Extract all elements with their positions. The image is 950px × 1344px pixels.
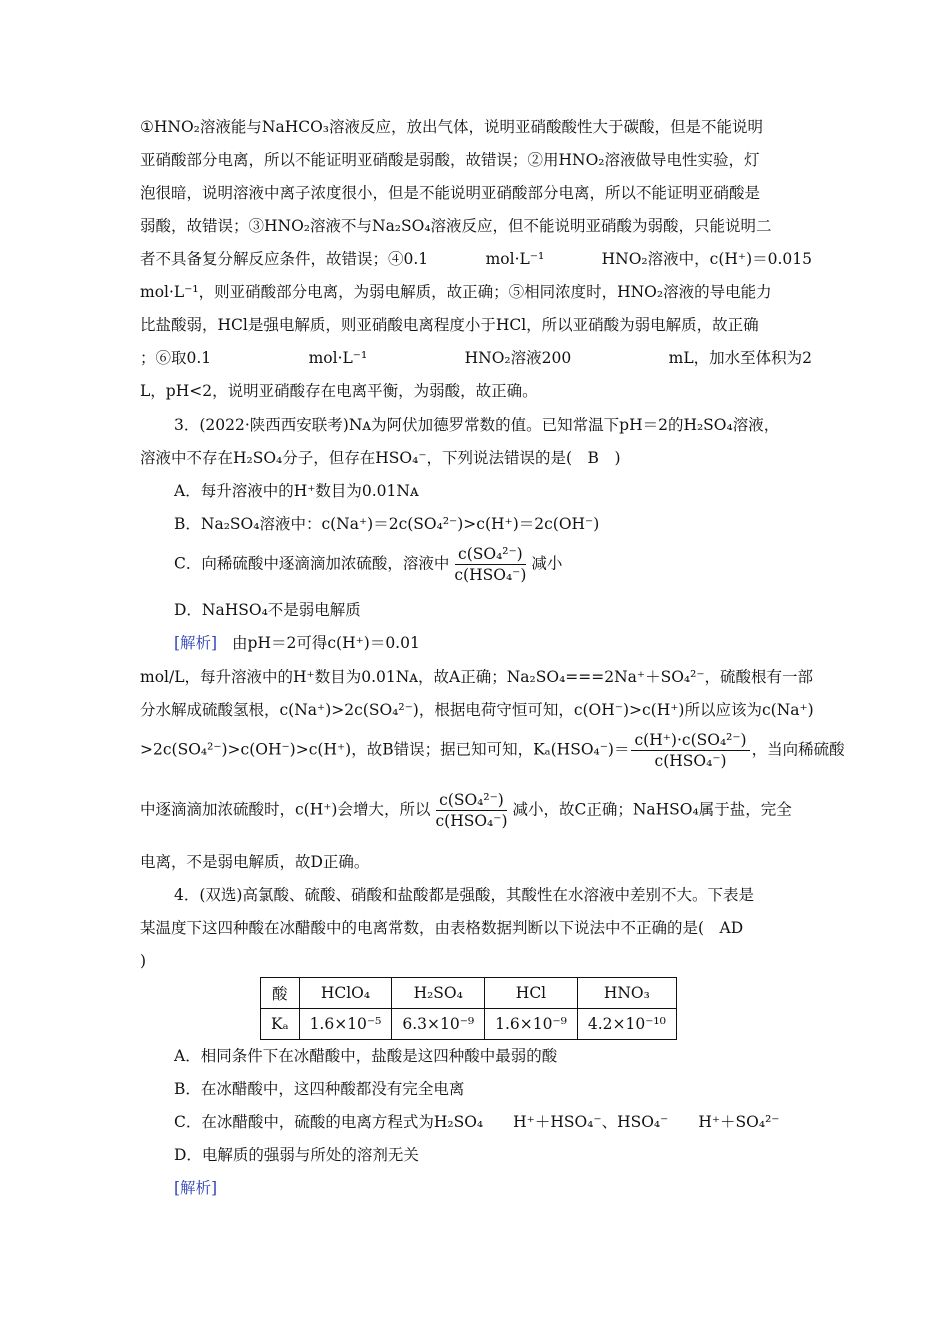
option-c: C．在冰醋酸中，硫酸的电离方程式为H₂SO₄ H⁺＋HSO₄⁻、HSO₄⁻ H⁺＋SO₄²⁻ xyxy=(174,1113,780,1131)
text-line: 泡很暗，说明溶液中离子浓度很小，但是不能说明亚硝酸部分电离，所以不能证明亚硝酸是 xyxy=(140,184,761,202)
table-header-row xyxy=(261,978,677,1009)
fraction: $\frac{\text{c(SO₄²⁻)}}{\text{c(HSO₄⁻)}}$ xyxy=(454,545,527,584)
table-cell: 酸 xyxy=(261,978,300,1009)
option-d: D．NaHSO₄不是弱电解质 xyxy=(174,601,361,619)
text-line: mol/L，每升溶液中的H⁺数目为0.01Nᴀ，故A正确；Na₂SO₄===2Na⁺＋SO₄²⁻，硫酸根有一部 xyxy=(140,668,814,686)
table-cell: 1.6×10⁻⁵ xyxy=(299,1009,392,1040)
option-d: D．电解质的强弱与所处的溶剂无关 xyxy=(174,1146,419,1164)
option-b: B．Na₂SO₄溶液中：c(Na⁺)＝2c(SO₄²⁻)>c(H⁺)＝2c(OH⁻) xyxy=(174,515,600,533)
table-cell: 6.3×10⁻⁹ xyxy=(392,1009,485,1040)
ionization-constant-table xyxy=(260,977,677,1040)
text-line: ①HNO₂溶液能与NaHCO₃溶液反应，放出气体，说明亚硝酸酸性大于碳酸，但是不能说明 xyxy=(140,118,763,136)
text-line: 中逐滴滴加浓硫酸时，c(H⁺)会增大，所以 $\frac{\text{c(SO₄²⁻)}}{\text{c(HSO₄⁻)}}$ 减小，故C正确；NaHSO₄属于盐，完全 xyxy=(140,791,792,830)
text-line: ；⑥取0.1 mol·L⁻¹ HNO₂溶液200 mL，加水至体积为2 xyxy=(140,349,812,367)
option-a: A．相同条件下在冰醋酸中，盐酸是这四种酸中最弱的酸 xyxy=(174,1047,558,1065)
option-b: B．在冰醋酸中，这四种酸都没有完全电离 xyxy=(174,1080,465,1098)
option-c: C．向稀硫酸中逐滴滴加浓硫酸，溶液中 $\frac{\text{c(SO₄²⁻)}}{\text{c(HSO₄⁻)}}$ 减小 xyxy=(174,545,563,584)
text-line: 电离，不是弱电解质，故D正确。 xyxy=(140,853,370,871)
analysis-line: [解析] 由pH＝2可得c(H⁺)＝0.01 xyxy=(174,634,420,652)
text-line: 者不具备复分解反应条件，故错误；④0.1 mol·L⁻¹ HNO₂溶液中，c(H⁺)＝0.015 xyxy=(140,250,812,268)
text-line: 亚硝酸部分电离，所以不能证明亚硝酸是弱酸，故错误；②用HNO₂溶液做导电性实验，灯 xyxy=(140,151,760,169)
question-3-stem: 3．(2022·陕西西安联考)Nᴀ为阿伏加德罗常数的值。已知常温下pH＝2的H₂SO₄溶液， xyxy=(174,416,780,434)
analysis-tag: [解析] xyxy=(174,634,218,652)
text-line: mol·L⁻¹，则亚硝酸部分电离，为弱电解质，故正确；⑤相同浓度时，HNO₂溶液的导电能力 xyxy=(140,283,772,301)
table-cell: 4.2×10⁻¹⁰ xyxy=(577,1009,676,1040)
table-cell: H₂SO₄ xyxy=(392,978,485,1009)
question-4-stem: 某温度下这四种酸在冰醋酸中的电离常数，由表格数据判断以下说法中不正确的是( AD xyxy=(140,919,744,937)
question-4-stem: ) xyxy=(140,952,147,970)
analysis-tag: [解析] xyxy=(174,1179,218,1197)
table-cell: HClO₄ xyxy=(299,978,392,1009)
text-line: >2c(SO₄²⁻)>c(OH⁻)>c(H⁺)，故B错误；据已知可知，Kₐ(HSO₄⁻)＝ $\frac{\text{c(H⁺)·c(SO₄²⁻)}}{\text{c(HSO₄⁻)}}$ ，当向稀硫酸 xyxy=(140,731,845,770)
question-4-stem: 4．(双选)高氯酸、硫酸、硝酸和盐酸都是强酸，其酸性在水溶液中差别不大。下表是 xyxy=(174,886,754,904)
option-a: A．每升溶液中的H⁺数目为0.01Nᴀ xyxy=(174,482,419,500)
table-row xyxy=(261,1009,677,1040)
question-3-stem: 溶液中不存在H₂SO₄分子，但存在HSO₄⁻，下列说法错误的是( B ) xyxy=(140,449,621,467)
text-line: L，pH<2，说明亚硝酸存在电离平衡，为弱酸，故正确。 xyxy=(140,382,538,400)
table-cell: HNO₃ xyxy=(577,978,676,1009)
table-cell: Kₐ xyxy=(261,1009,300,1040)
text-line: 分水解成硫酸氢根，c(Na⁺)>2c(SO₄²⁻)，根据电荷守恒可知，c(OH⁻)>c(H⁺)所以应该为c(Na⁺) xyxy=(140,701,814,719)
text-line: 弱酸，故错误；③HNO₂溶液不与Na₂SO₄溶液反应，但不能说明亚硝酸为弱酸，只能说明二 xyxy=(140,217,772,235)
text-line: 比盐酸弱，HCl是强电解质，则亚硝酸电离程度小于HCl，所以亚硝酸为弱电解质，故正确 xyxy=(140,316,759,334)
table-cell: HCl xyxy=(485,978,578,1009)
table-cell: 1.6×10⁻⁹ xyxy=(485,1009,578,1040)
fraction: $\frac{\text{c(H⁺)·c(SO₄²⁻)}}{\text{c(HSO₄⁻)}}$ xyxy=(631,730,749,771)
fraction: $\frac{\text{c(SO₄²⁻)}}{\text{c(HSO₄⁻)}}$ xyxy=(435,791,508,830)
